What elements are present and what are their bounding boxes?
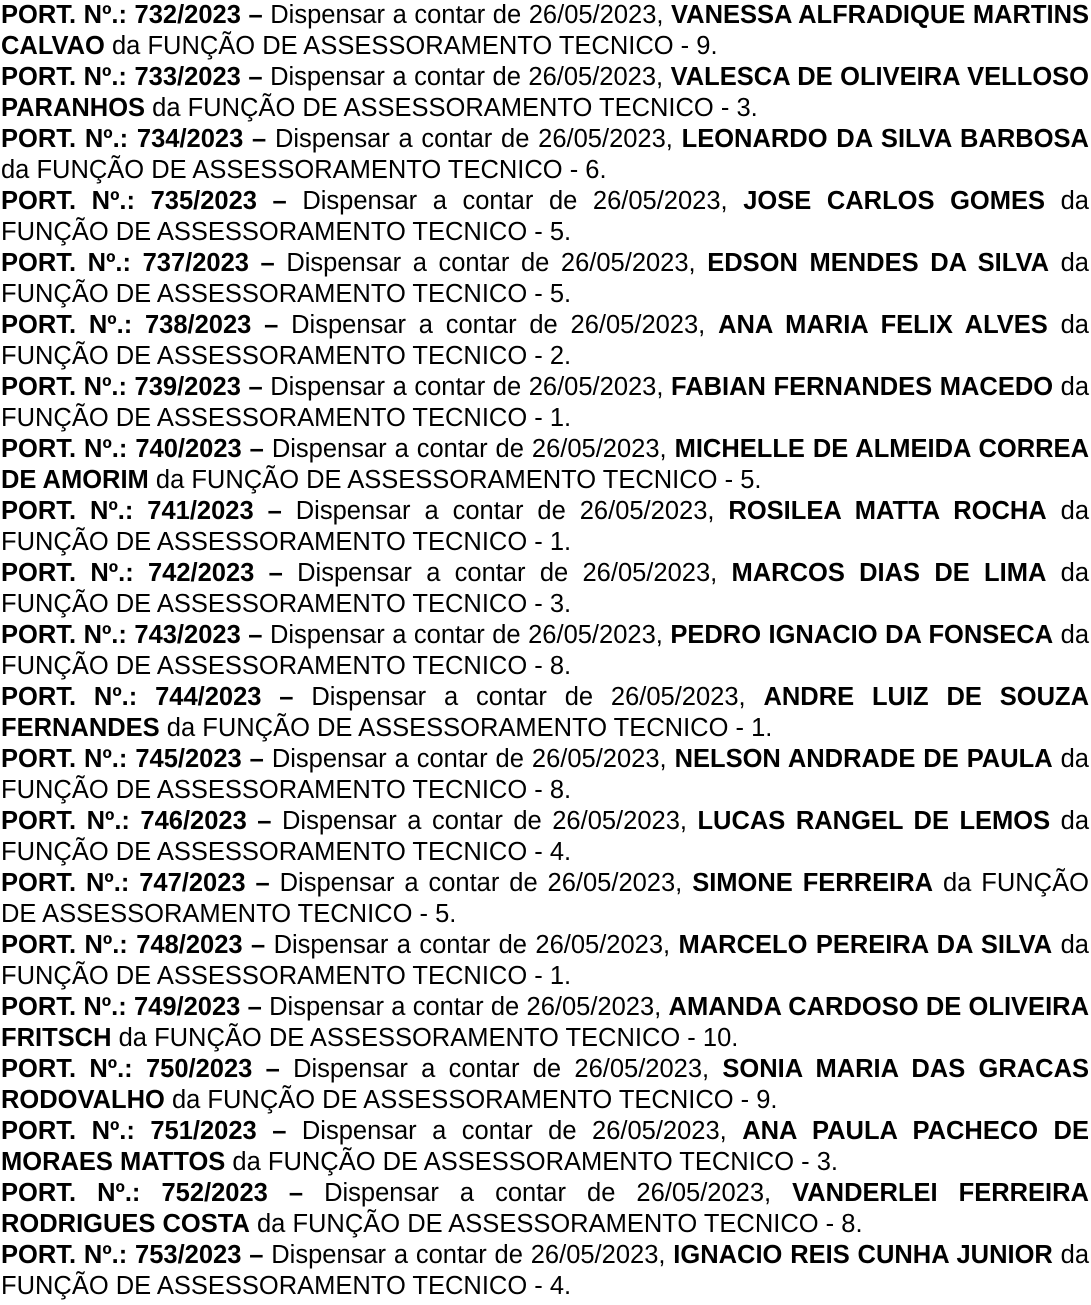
ordinance-dash: –: [255, 869, 270, 897]
ordinance-entry: [0, 62, 1091, 124]
ordinance-date: 26/05/2023,: [552, 807, 687, 835]
ordinance-number: 735/2023: [150, 187, 257, 215]
ordinance-entry: [0, 1116, 1091, 1178]
ordinance-connector: da: [118, 1024, 147, 1052]
employee-name: MICHELLE DE ALMEIDA CORREA DE AMORIM: [1, 435, 1089, 494]
ordinance-action: Dispensar a contar de: [274, 125, 530, 153]
ordinance-dash: –: [257, 807, 272, 835]
ordinance-date: 26/05/2023,: [610, 683, 746, 711]
function-level: 3.: [816, 1148, 838, 1176]
ordinance-connector: da: [1060, 187, 1089, 215]
ordinance-number: 748/2023: [136, 931, 243, 959]
ordinance-number: 738/2023: [145, 311, 252, 339]
ordinance-date: 26/05/2023,: [582, 559, 718, 587]
ordinance-number: 737/2023: [142, 249, 249, 277]
ordinance-date: 26/05/2023,: [592, 1117, 727, 1145]
function-name: FUNÇÃO DE ASSESSORAMENTO TECNICO -: [1, 869, 1089, 928]
function-level: 1.: [549, 962, 572, 990]
employee-name: ANA PAULA PACHECO DE MORAES MATTOS: [1, 1117, 1089, 1176]
function-level: 5.: [549, 280, 572, 308]
ordinance-number: 741/2023: [147, 497, 254, 525]
employee-name: LEONARDO DA SILVA BARBOSA: [681, 125, 1089, 153]
ordinance-dash: –: [248, 1, 263, 29]
ordinance-action: Dispensar a contar de: [270, 63, 521, 91]
function-name: FUNÇÃO DE ASSESSORAMENTO TECNICO -: [267, 1148, 810, 1176]
function-level: 5.: [435, 900, 457, 928]
ordinance-number: 744/2023: [155, 683, 262, 711]
ordinance-entry: [0, 372, 1091, 434]
ordinance-date: 26/05/2023,: [531, 435, 667, 463]
ordinance-dash: –: [288, 1179, 304, 1207]
ordinance-action: Dispensar a contar de: [297, 559, 569, 587]
ordinance-entry: [0, 744, 1091, 806]
function-level: 1.: [549, 528, 572, 556]
function-level: 9.: [696, 32, 718, 60]
ordinance-connector: da: [152, 94, 181, 122]
ordinance-date: 26/05/2023,: [528, 373, 664, 401]
function-name: FUNÇÃO DE ASSESSORAMENTO TECNICO -: [202, 714, 744, 742]
ordinance-date: 26/05/2023,: [535, 931, 671, 959]
ordinance-label: PORT. Nº.:: [1, 559, 134, 587]
function-name: FUNÇÃO DE ASSESSORAMENTO TECNICO -: [1, 404, 543, 432]
ordinance-label: PORT. Nº.:: [1, 745, 128, 773]
ordinance-date: 26/05/2023,: [636, 1179, 772, 1207]
ordinance-label: PORT. Nº.:: [1, 993, 127, 1021]
ordinance-label: PORT. Nº.:: [1, 249, 131, 277]
function-level: 9.: [756, 1086, 778, 1114]
ordinance-label: PORT. Nº.:: [1, 683, 138, 711]
ordinance-date: 26/05/2023,: [530, 1241, 666, 1269]
ordinance-connector: da: [1060, 373, 1090, 401]
function-name: FUNÇÃO DE ASSESSORAMENTO TECNICO -: [191, 466, 734, 494]
ordinance-label: PORT. Nº.:: [1, 125, 129, 153]
ordinance-entry: [0, 0, 1091, 62]
ordinance-label: PORT. Nº.:: [1, 807, 130, 835]
ordinance-number: 739/2023: [134, 373, 241, 401]
ordinance-number: 734/2023: [136, 125, 244, 153]
ordinance-number: 751/2023: [150, 1117, 257, 1145]
function-name: FUNÇÃO DE ASSESSORAMENTO TECNICO -: [154, 1024, 696, 1052]
ordinance-action: Dispensar a contar de: [302, 187, 578, 215]
ordinance-label: PORT. Nº.:: [1, 497, 134, 525]
ordinance-entry: [0, 558, 1091, 620]
ordinance-number: 745/2023: [135, 745, 242, 773]
function-name: FUNÇÃO DE ASSESSORAMENTO TECNICO -: [1, 280, 543, 308]
ordinance-number: 746/2023: [140, 807, 247, 835]
ordinance-label: PORT. Nº.:: [1, 63, 127, 91]
employee-name: VALESCA DE OLIVEIRA VELLOSO PARANHOS: [1, 63, 1089, 122]
ordinance-label: PORT. Nº.:: [1, 187, 135, 215]
ordinance-number: 742/2023: [147, 559, 255, 587]
employee-name: ROSILEA MATTA ROCHA: [728, 497, 1047, 525]
employee-name: VANDERLEI FERREIRA RODRIGUES COSTA: [1, 1179, 1089, 1238]
ordinance-dash: –: [248, 373, 263, 401]
ordinance-date: 26/05/2023,: [560, 249, 696, 277]
ordinance-date: 26/05/2023,: [528, 1, 664, 29]
ordinance-dash: –: [268, 559, 283, 587]
function-level: 8.: [549, 652, 572, 680]
employee-name: FABIAN FERNANDES MACEDO: [671, 373, 1054, 401]
ordinance-label: PORT. Nº.:: [1, 311, 133, 339]
ordinance-dash: –: [265, 1055, 280, 1083]
ordinance-label: PORT. Nº.:: [1, 373, 127, 401]
ordinance-date: 26/05/2023,: [528, 621, 663, 649]
ordinance-action: Dispensar a contar de: [273, 931, 527, 959]
ordinance-entry: [0, 434, 1091, 496]
ordinance-entry: [0, 868, 1091, 930]
ordinance-connector: da: [1, 156, 30, 184]
employee-name: IGNACIO REIS CUNHA JUNIOR: [673, 1241, 1053, 1269]
ordinance-action: Dispensar a contar de: [271, 435, 524, 463]
ordinance-number: 750/2023: [145, 1055, 253, 1083]
ordinance-action: Dispensar a contar de: [293, 1055, 562, 1083]
ordinance-label: PORT. Nº.:: [1, 435, 128, 463]
ordinance-dash: –: [252, 125, 267, 153]
ordinance-dash: –: [249, 745, 264, 773]
ordinance-dash: –: [264, 311, 279, 339]
ordinance-dash: –: [260, 249, 275, 277]
employee-name: PEDRO IGNACIO DA FONSECA: [670, 621, 1054, 649]
function-name: FUNÇÃO DE ASSESSORAMENTO TECNICO -: [1, 218, 543, 246]
ordinance-action: Dispensar a contar de: [269, 621, 521, 649]
ordinance-label: PORT. Nº.:: [1, 1, 127, 29]
function-name: FUNÇÃO DE ASSESSORAMENTO TECNICO -: [1, 342, 543, 370]
ordinance-number: 747/2023: [139, 869, 246, 897]
ordinance-connector: da: [1060, 249, 1089, 277]
ordinance-action: Dispensar a contar de: [271, 745, 524, 773]
function-name: FUNÇÃO DE ASSESSORAMENTO TECNICO -: [147, 32, 690, 60]
function-name: FUNÇÃO DE ASSESSORAMENTO TECNICO -: [1, 1272, 543, 1300]
ordinance-dash: –: [272, 187, 287, 215]
ordinance-action: Dispensar a contar de: [270, 373, 522, 401]
ordinance-entry: [0, 930, 1091, 992]
ordinance-action: Dispensar a contar de: [279, 869, 538, 897]
ordinance-action: Dispensar a contar de: [291, 311, 558, 339]
ordinance-connector: da: [1060, 497, 1090, 525]
function-level: 1.: [751, 714, 773, 742]
employee-name: ANDRE LUIZ DE SOUZA FERNANDES: [1, 683, 1089, 742]
function-name: FUNÇÃO DE ASSESSORAMENTO TECNICO -: [1, 838, 543, 866]
ordinance-entry: [0, 310, 1091, 372]
function-name: FUNÇÃO DE ASSESSORAMENTO TECNICO -: [1, 652, 543, 680]
ordinance-entry: [0, 682, 1091, 744]
ordinance-dash: –: [249, 1241, 264, 1269]
ordinance-connector: da: [1060, 1241, 1090, 1269]
function-name: FUNÇÃO DE ASSESSORAMENTO TECNICO -: [187, 94, 730, 122]
function-level: 3.: [549, 590, 572, 618]
ordinance-action: Dispensar a contar de: [271, 1241, 523, 1269]
ordinance-dash: –: [248, 63, 263, 91]
function-name: FUNÇÃO DE ASSESSORAMENTO TECNICO -: [1, 590, 543, 618]
ordinance-connector: da: [1060, 807, 1090, 835]
ordinance-action: Dispensar a contar de: [295, 497, 566, 525]
function-level: 2.: [549, 342, 572, 370]
ordinance-entry: [0, 1178, 1091, 1240]
ordinance-connector: da: [1060, 311, 1089, 339]
ordinance-number: 732/2023: [134, 1, 241, 29]
ordinance-date: 26/05/2023,: [547, 869, 683, 897]
ordinance-connector: da: [166, 714, 196, 742]
function-level: 5.: [740, 466, 762, 494]
employee-name: JOSE CARLOS GOMES: [743, 187, 1046, 215]
ordinance-date: 26/05/2023,: [531, 745, 667, 773]
ordinance-entry: [0, 248, 1091, 310]
ordinance-label: PORT. Nº.:: [1, 1117, 135, 1145]
ordinance-dash: –: [267, 497, 282, 525]
ordinance-entry: [0, 806, 1091, 868]
function-level: 4.: [549, 1272, 572, 1300]
ordinance-dash: –: [248, 621, 263, 649]
ordinance-connector: da: [111, 32, 141, 60]
employee-name: VANESSA ALFRADIQUE MARTINS CALVAO: [1, 1, 1089, 60]
ordinance-number: 749/2023: [134, 993, 241, 1021]
ordinance-action: Dispensar a contar de: [301, 1117, 577, 1145]
ordinance-connector: da: [942, 869, 972, 897]
ordinance-entry: [0, 1054, 1091, 1116]
ordinance-connector: da: [232, 1148, 261, 1176]
ordinance-connector: da: [171, 1086, 201, 1114]
ordinance-date: 26/05/2023,: [574, 1055, 710, 1083]
ordinance-action: Dispensar a contar de: [270, 1, 522, 29]
ordinance-label: PORT. Nº.:: [1, 869, 130, 897]
function-level: 8.: [841, 1210, 863, 1238]
function-name: FUNÇÃO DE ASSESSORAMENTO TECNICO -: [36, 156, 579, 184]
function-level: 6.: [585, 156, 607, 184]
ordinance-date: 26/05/2023,: [570, 311, 706, 339]
function-level: 1.: [549, 404, 572, 432]
employee-name: EDSON MENDES DA SILVA: [707, 249, 1049, 277]
ordinance-entry: [0, 124, 1091, 186]
ordinance-connector: da: [1060, 745, 1089, 773]
function-level: 3.: [736, 94, 758, 122]
ordinance-connector: da: [1060, 559, 1090, 587]
ordinance-entry: [0, 186, 1091, 248]
ordinance-dash: –: [249, 435, 264, 463]
ordinance-connector: da: [155, 466, 185, 494]
function-name: FUNÇÃO DE ASSESSORAMENTO TECNICO -: [1, 776, 543, 804]
ordinance-label: PORT. Nº.:: [1, 1179, 141, 1207]
ordinance-connector: da: [1060, 621, 1090, 649]
employee-name: SONIA MARIA DAS GRACAS RODOVALHO: [1, 1055, 1089, 1114]
ordinance-number: 753/2023: [135, 1241, 242, 1269]
function-level: 10.: [702, 1024, 739, 1052]
ordinance-entry: [0, 1240, 1091, 1302]
ordinance-dash: –: [250, 931, 266, 959]
ordinance-action: Dispensar a contar de: [311, 683, 594, 711]
employee-name: SIMONE FERREIRA: [692, 869, 934, 897]
function-level: 4.: [549, 838, 572, 866]
employee-name: ANA MARIA FELIX ALVES: [718, 311, 1048, 339]
ordinance-entry: [0, 992, 1091, 1054]
function-name: FUNÇÃO DE ASSESSORAMENTO TECNICO -: [1, 962, 543, 990]
ordinance-label: PORT. Nº.:: [1, 1241, 128, 1269]
ordinance-date: 26/05/2023,: [579, 497, 715, 525]
ordinance-action: Dispensar a contar de: [324, 1179, 616, 1207]
ordinance-number: 740/2023: [135, 435, 242, 463]
ordinance-entry: [0, 496, 1091, 558]
ordinance-connector: da: [1060, 931, 1089, 959]
ordinance-action: Dispensar a contar de: [286, 249, 550, 277]
ordinance-label: PORT. Nº.:: [1, 621, 127, 649]
ordinance-label: PORT. Nº.:: [1, 1055, 133, 1083]
ordinance-action: Dispensar a contar de: [269, 993, 520, 1021]
function-level: 5.: [549, 218, 572, 246]
ordinance-number: 743/2023: [134, 621, 241, 649]
ordinance-dash: –: [247, 993, 262, 1021]
function-level: 8.: [549, 776, 572, 804]
employee-name: MARCELO PEREIRA DA SILVA: [678, 931, 1053, 959]
ordinance-date: 26/05/2023,: [538, 125, 673, 153]
ordinance-date: 26/05/2023,: [526, 993, 662, 1021]
employee-name: LUCAS RANGEL DE LEMOS: [697, 807, 1051, 835]
ordinance-date: 26/05/2023,: [528, 63, 664, 91]
ordinance-entry: [0, 620, 1091, 682]
ordinance-action: Dispensar a contar de: [282, 807, 542, 835]
employee-name: NELSON ANDRADE DE PAULA: [674, 745, 1053, 773]
function-name: FUNÇÃO DE ASSESSORAMENTO TECNICO -: [1, 528, 543, 556]
ordinance-number: 752/2023: [161, 1179, 268, 1207]
employee-name: MARCOS DIAS DE LIMA: [731, 559, 1047, 587]
ordinance-label: PORT. Nº.:: [1, 931, 128, 959]
function-name: FUNÇÃO DE ASSESSORAMENTO TECNICO -: [207, 1086, 750, 1114]
employee-name: AMANDA CARDOSO DE OLIVEIRA FRITSCH: [1, 993, 1089, 1052]
ordinance-number: 733/2023: [134, 63, 241, 91]
ordinance-dash: –: [279, 683, 294, 711]
ordinance-date: 26/05/2023,: [592, 187, 728, 215]
ordinance-dash: –: [272, 1117, 287, 1145]
ordinance-connector: da: [256, 1210, 286, 1238]
function-name: FUNÇÃO DE ASSESSORAMENTO TECNICO -: [292, 1210, 835, 1238]
